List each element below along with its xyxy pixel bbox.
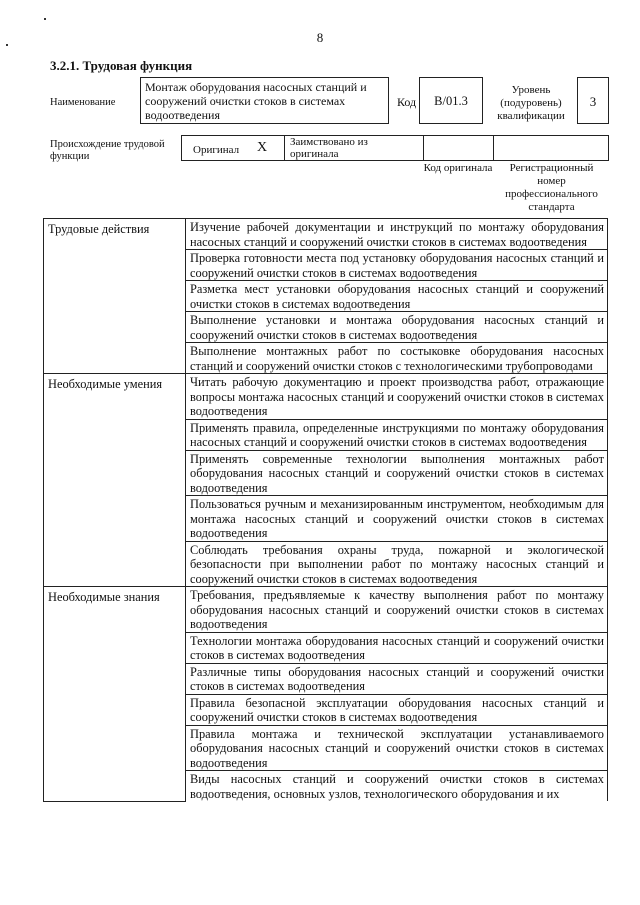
row-item-text: Разметка мест установки оборудования насосных станций и сооружений очистки стоков в системах водоотведения xyxy=(186,281,608,312)
table-row xyxy=(44,219,608,250)
row-item-text: Виды насосных станций и сооружений очистки стоков в системах водоотведения, основных узлов, технологического оборудования и их xyxy=(186,771,608,802)
code-original-label: Код оригинала xyxy=(423,162,493,174)
borrowed-label: Заимствовано из оригинала xyxy=(290,136,368,160)
origin-divider xyxy=(181,135,182,161)
row-item-text: Выполнение установки и монтажа оборудования насосных станций и сооружений очистки стоков в системах водоотведения xyxy=(186,312,608,343)
row-group-label: Необходимые знания xyxy=(44,587,186,802)
origin-divider xyxy=(493,135,494,161)
row-item-text: Изучение рабочей документации и инструкций по монтажу оборудования насосных станций и сооружений очистки стоков в системах водоотведения xyxy=(186,219,608,250)
origin-label: Происхождение трудовой функции xyxy=(50,139,165,162)
function-table xyxy=(43,218,608,802)
code-value: В/01.3 xyxy=(434,94,468,108)
row-item-text: Требования, предъявляемые к качеству выполнения работ по монтажу оборудования насосных станций и сооружений очистки стоков в системах водоотведения xyxy=(186,587,608,633)
row-group-label: Необходимые умения xyxy=(44,374,186,587)
level-value: 3 xyxy=(589,94,597,109)
row-group-label: Трудовые действия xyxy=(44,219,186,374)
row-item-text: Различные типы оборудования насосных станций и сооружений очистки стоков в системах водоотведения xyxy=(186,663,608,694)
row-item-text: Читать рабочую документацию и проект производства работ, отражающие вопросы монтажа насосных станций и сооружений очистки стоков в системах водоотведения xyxy=(186,374,608,420)
scan-speck xyxy=(44,18,46,20)
row-item-text: Пользоваться ручным и механизированным инструментом, необходимым для монтажа насосных станций и сооружений очистки стоков в системах водоотведения xyxy=(186,496,608,542)
section-title: 3.2.1. Трудовая функция xyxy=(50,58,193,73)
row-item-text: Выполнение монтажных работ по состыковке оборудования насосных станций и сооружений очистки стоков с технологическими трубопроводами xyxy=(186,343,608,374)
row-item-text: Применять правила, определенные инструкциями по монтажу оборудования насосных станций и сооружений очистки стоков в системах водоотведения xyxy=(186,419,608,450)
row-item-text: Соблюдать требования охраны труда, пожарной и экологической безопасности при выполнении работ по монтажу насосных станций и сооружений очистки стоков в системах водоотведения xyxy=(186,541,608,587)
original-mark: X xyxy=(257,140,268,155)
code-label: Код xyxy=(397,95,417,109)
level-label: Уровень (подуровень) квалификации xyxy=(497,84,565,122)
row-item-text: Правила монтажа и технической эксплуатации устанавливаемого оборудования насосных станций и сооружений очистки стоков в системах водоотведения xyxy=(186,725,608,771)
reg-number-label: Регистрационный номер профессионального стандарта xyxy=(505,162,598,213)
row-item-text: Правила безопасной эксплуатации оборудования насосных станций и сооружений очистки стоков в системах водоотведения xyxy=(186,694,608,725)
row-item-text: Технологии монтажа оборудования насосных станций и сооружений очистки стоков в системах водоотведения xyxy=(186,632,608,663)
origin-divider xyxy=(423,135,424,161)
table-row xyxy=(44,374,608,420)
origin-bottom-rule xyxy=(181,160,609,161)
page-number: 8 xyxy=(316,30,324,45)
origin-divider xyxy=(608,135,609,161)
row-item-text: Проверка готовности места под установку оборудования насосных станций и сооружений очистки стоков в системах водоотведения xyxy=(186,250,608,281)
table-row xyxy=(44,587,608,633)
name-value: Монтаж оборудования насосных станций и сооружений очистки стоков в системах водоотведения xyxy=(145,80,367,122)
origin-divider xyxy=(284,135,285,161)
name-label: Наименование xyxy=(50,97,116,108)
row-item-text: Применять современные технологии выполнения монтажных работ оборудования насосных станций и сооружений очистки стоков в системах водоотведения xyxy=(186,450,608,496)
original-label: Оригинал xyxy=(193,144,240,156)
